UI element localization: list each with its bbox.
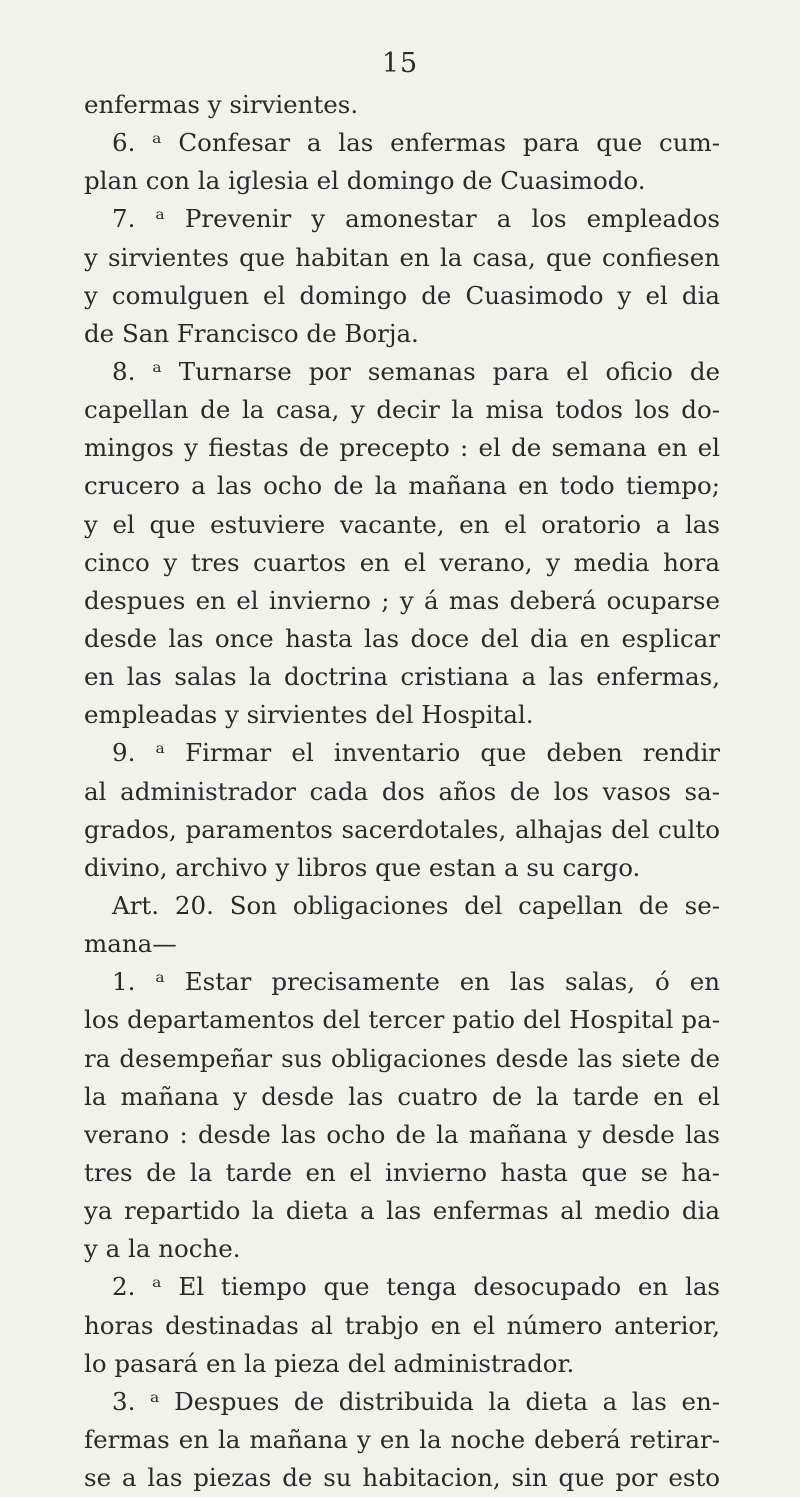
text-line: 8. ᵃ Turnarse por semanas para el oficio de xyxy=(112,356,720,386)
text-line: al administrador cada dos años de los vasos sa- xyxy=(84,776,720,806)
text-line: de San Francisco de Borja. xyxy=(84,318,419,348)
text-line: enfermas y sirvientes. xyxy=(84,90,359,119)
text-line: Art. 20. Son obligaciones del capellan de se- xyxy=(112,890,720,920)
text-line: se a las piezas de su habitacion, sin que por esto xyxy=(84,1463,720,1493)
text-line: 1. ᵃ Estar precisamente en las salas, ó en xyxy=(112,967,720,997)
text-line: 7. ᵃ Prevenir y amonestar a los empleados xyxy=(112,204,720,234)
text-line: verano : desde las ocho de la mañana y desde las xyxy=(84,1119,720,1149)
text-line: 6. ᵃ Confesar a las enfermas para que cum- xyxy=(112,128,720,158)
text-line: empleadas y sirvientes del Hospital. xyxy=(84,700,534,730)
text-line: lo pasará en la pieza del administrador. xyxy=(84,1348,575,1378)
text-line: y el que estuviere vacante, en el oratorio a las xyxy=(84,509,720,539)
text-line: ra desempeñar sus obligaciones desde las siete de xyxy=(84,1043,720,1073)
text-line: grados, paramentos sacerdotales, alhajas del culto xyxy=(84,814,720,844)
text-line: divino, archivo y libros que estan a su cargo. xyxy=(84,852,641,882)
text-line: fermas en la mañana y en la noche deberá retirar- xyxy=(84,1424,720,1454)
text-line: crucero a las ocho de la mañana en todo tiempo; xyxy=(84,471,720,501)
text-line: y comulguen el domingo de Cuasimodo y el dia xyxy=(84,280,720,310)
text-line: 9. ᵃ Firmar el inventario que deben rendir xyxy=(112,738,720,768)
text-line: los departamentos del tercer patio del Hospital pa- xyxy=(84,1005,720,1035)
page-number: 15 xyxy=(381,48,419,79)
text-line: despues en el invierno ; y á mas deberá ocuparse xyxy=(84,585,720,615)
text-line: ya repartido la dieta a las enfermas al medio dia xyxy=(84,1196,720,1226)
text-line: desde las once hasta las doce del dia en esplicar xyxy=(84,623,720,653)
text-line: mana— xyxy=(84,929,177,959)
text-line: 3. ᵃ Despues de distribuida la dieta a las en- xyxy=(112,1386,720,1416)
text-line: horas destinadas al trabjo en el número anterior, xyxy=(84,1310,720,1340)
text-line: y sirvientes que habitan en la casa, que confiesen xyxy=(84,242,720,272)
text-line: cinco y tres cuartos en el verano, y media hora xyxy=(84,547,720,577)
text-line: en las salas la doctrina cristiana a las enfermas, xyxy=(84,662,720,692)
text-line: tres de la tarde en el invierno hasta que se ha- xyxy=(84,1157,720,1187)
text-line: mingos y fiestas de precepto : el de semana en el xyxy=(84,433,720,463)
text-line: capellan de la casa, y decir la misa todos los do- xyxy=(84,395,720,425)
text-line: 2. ᵃ El tiempo que tenga desocupado en las xyxy=(112,1272,720,1302)
body-text xyxy=(84,86,720,1497)
text-line: y a la noche. xyxy=(84,1234,241,1264)
text-line: plan con la iglesia el domingo de Cuasimodo. xyxy=(84,166,646,196)
text-line: la mañana y desde las cuatro de la tarde en el xyxy=(84,1081,720,1111)
